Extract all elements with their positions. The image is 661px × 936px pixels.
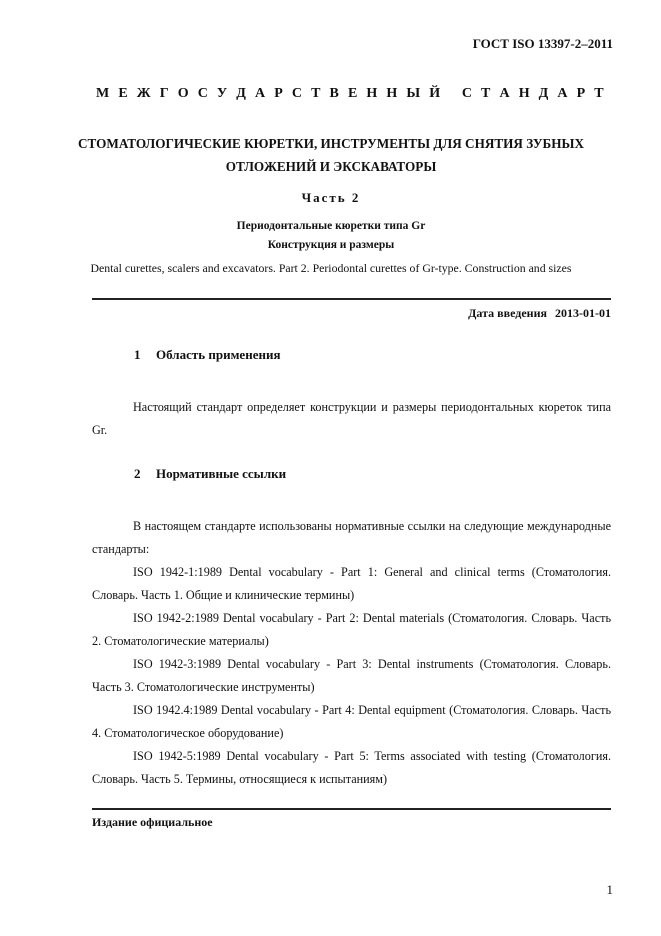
document-title-line-1: СТОМАТОЛОГИЧЕСКИЕ КЮРЕТКИ, ИНСТРУМЕНТЫ ДЛЯ СНЯТИЯ ЗУБНЫХ — [78, 136, 584, 151]
interstate-letter: С — [197, 86, 208, 101]
interstate-letter: Е — [118, 86, 128, 101]
page-number: 1 — [606, 882, 613, 897]
interstate-letter: Н — [366, 86, 378, 101]
interstate-letter: С — [461, 86, 472, 101]
interstate-letter: М — [96, 86, 110, 101]
section-2-title: Нормативные ссылки — [156, 466, 287, 481]
interstate-standard-heading — [96, 86, 604, 102]
reference-item: ISO 1942-5:1989 Dental vocabulary - Part 5: Terms associated with testing (Стоматология. Словарь. Часть 5. Термины, относящиеся к испытаниям) — [92, 749, 611, 786]
part-label: Часть 2 — [301, 190, 361, 205]
interstate-letter: А — [499, 86, 510, 101]
reference-item: ISO 1942-3:1989 Dental vocabulary - Part 3: Dental instruments (Стоматология. Словарь. Часть 3. Стоматологические инструменты) — [92, 657, 611, 694]
interstate-letter: Т — [481, 86, 491, 101]
section-1-number: 1 — [134, 347, 141, 362]
interstate-letter: Н — [386, 86, 398, 101]
section-2-heading — [134, 466, 286, 482]
document-code: ГОСТ ISO 13397-2–2011 — [472, 36, 613, 51]
reference-item: ISO 1942.4:1989 Dental vocabulary - Part 4: Dental equipment (Стоматология. Словарь. Часть 4. Стоматологическое оборудование) — [92, 703, 611, 740]
interstate-letter: Р — [576, 86, 586, 101]
interstate-letter: Т — [594, 86, 604, 101]
interstate-letter: А — [557, 86, 568, 101]
interstate-letter: Д — [236, 86, 246, 101]
interstate-letter: А — [255, 86, 266, 101]
interstate-letter: У — [216, 86, 228, 101]
section-2-text: В настоящем стандарте использованы нормативные ссылки на следующие международные стандарты: — [92, 519, 611, 556]
reference-item: ISO 1942-1:1989 Dental vocabulary - Part 1: General and clinical terms (Стоматология. Словарь. Часть 1. Общие и клинические термины) — [92, 565, 611, 602]
section-1-title: Область применения — [156, 347, 281, 362]
section-1-heading — [134, 347, 280, 363]
interstate-letter: Н — [518, 86, 530, 101]
interstate-letter: В — [329, 86, 339, 101]
header-divider — [92, 298, 611, 300]
interstate-letter — [449, 86, 453, 102]
interstate-letter: С — [291, 86, 303, 101]
english-title: Dental curettes, scalers and excavators. Part 2. Periodontal curettes of Gr-type. Construction and sizes — [90, 261, 572, 275]
introduction-date-label: Дата введения — [468, 306, 547, 320]
subtitle-2: Конструкция и размеры — [267, 239, 395, 251]
interstate-letter: Г — [159, 86, 169, 101]
introduction-date — [468, 306, 611, 321]
section-1-text: Настоящий стандарт определяет конструкции и размеры периодонтальных кюреток типа Gr. — [92, 400, 611, 437]
references-list — [92, 561, 611, 791]
interstate-letter: О — [177, 86, 189, 101]
interstate-letter: Е — [347, 86, 358, 101]
interstate-letter: Д — [538, 86, 549, 101]
section-2-number: 2 — [134, 466, 141, 481]
interstate-letter: Ж — [136, 86, 151, 101]
reference-item: ISO 1942-2:1989 Dental vocabulary - Part 2: Dental materials (Стоматология. Словарь. Часть 2. Стоматологические материалы) — [92, 611, 611, 648]
edition-label: Издание официальное — [92, 815, 213, 829]
subtitle-1: Периодонтальные кюретки типа Gr — [236, 220, 426, 232]
introduction-date-value: 2013-01-01 — [555, 306, 611, 320]
interstate-letter: Р — [274, 86, 283, 101]
interstate-letter: Й — [429, 86, 441, 101]
document-title-line-2: ОТЛОЖЕНИЙ И ЭКСКАВАТОРЫ — [225, 159, 437, 174]
interstate-letter: Т — [311, 86, 321, 101]
footer-divider — [92, 808, 611, 810]
interstate-letter: Ы — [406, 86, 421, 101]
